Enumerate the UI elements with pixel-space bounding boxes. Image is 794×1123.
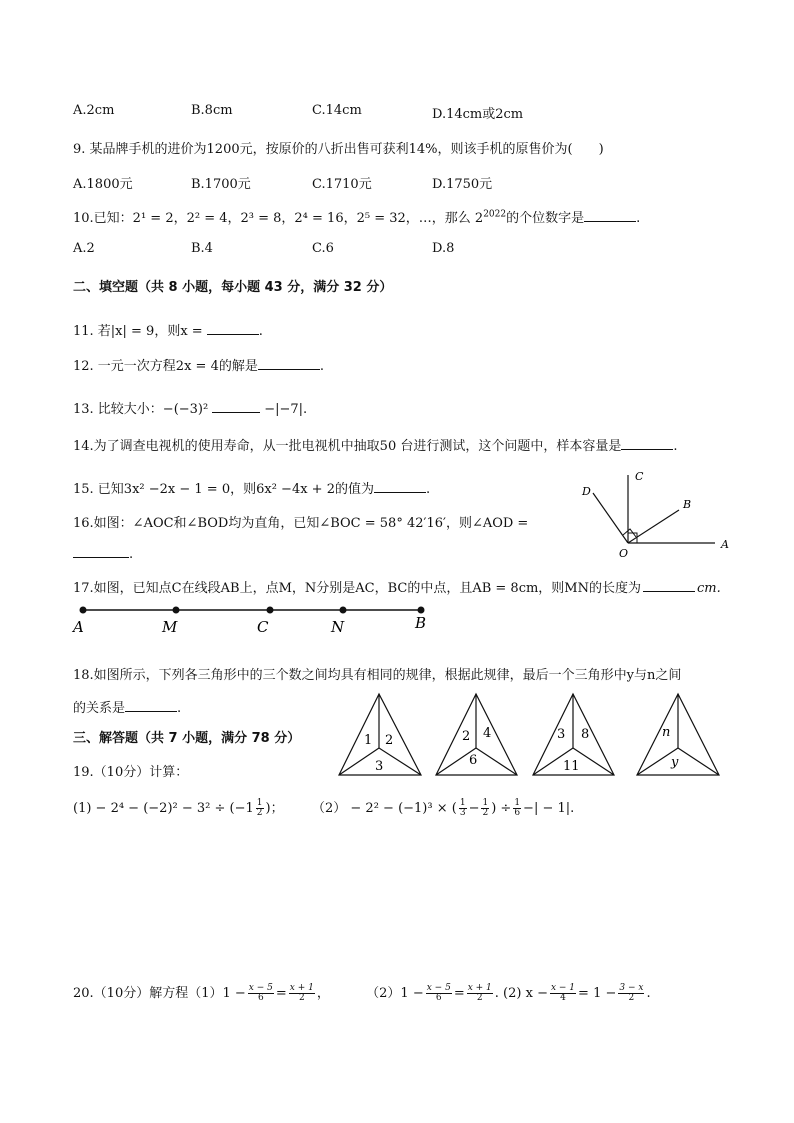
label-b: B (683, 498, 692, 511)
q19-p2-f3-den: 6 (514, 808, 521, 818)
q20-frac6 (618, 984, 644, 1003)
q19-part1-text: (1) − 2⁴ − (−2)² − 3² ÷ (−1 (73, 801, 254, 816)
t2-right: 4 (483, 726, 492, 741)
q19-head: 19.（10分）计算： (73, 765, 189, 780)
q15-blank[interactable] (374, 480, 426, 493)
q20-frac1 (248, 984, 274, 1003)
q8-option-a: A.2cm (73, 103, 115, 118)
q20-f6-num: 3 − x (619, 983, 644, 993)
q10-exponent: 2022 (483, 209, 507, 220)
t3-right: 8 (581, 727, 590, 742)
point-m (173, 607, 180, 614)
q20-f2-num: x + 1 (289, 983, 314, 993)
point-n (340, 607, 347, 614)
q8-option-d: D.14cm或2cm (432, 107, 524, 122)
q10-option-c: C.6 (312, 241, 334, 256)
q19-p2-f1-num: 1 (459, 798, 466, 808)
angle-figure (575, 465, 745, 560)
t4-bottom: y (671, 755, 679, 770)
q11: 11. 若|x| = 9，则x = . (73, 324, 263, 339)
q9-option-b: B.1700元 (191, 177, 251, 192)
q14-blank[interactable] (621, 437, 673, 450)
t4-left: n (662, 725, 671, 740)
q20-f4-den: 2 (476, 993, 483, 1003)
q19-part1-frac (256, 799, 264, 818)
q19-p1-den: 2 (256, 808, 263, 818)
q20-eq1: = (275, 986, 287, 1001)
q17 (73, 577, 721, 596)
q13-blank[interactable] (212, 400, 260, 413)
section3-title: 三、解答题（共 7 小题，满分 78 分） (73, 731, 301, 746)
q15-text: 15. 已知3x² −2x − 1 = 0，则6x² −4x + 2的值为 (73, 482, 374, 497)
q12: 12. 一元一次方程2x = 4的解是 . (73, 359, 324, 374)
q18-blank[interactable] (125, 699, 177, 712)
q20-head: 20.（10分）解方程（1）1 − (73, 986, 246, 1001)
triangles-figure (335, 690, 725, 780)
q20-f3-num: x − 5 (426, 983, 451, 993)
q20-f3-den: 6 (435, 993, 442, 1003)
triangle-4 (637, 694, 719, 775)
q10-prefix: 10.已知：2 (73, 211, 141, 226)
q10-mid: ，那么 2 (431, 211, 484, 226)
q11-text: 11. 若|x| = 9，则x = (73, 324, 203, 339)
q10-option-d: D.8 (432, 241, 455, 256)
q9-text: 9. 某品牌手机的进价为1200元，按原价的八折出售可获利14%，则该手机的原售价为( ) (73, 142, 604, 157)
q20-frac4 (467, 984, 493, 1003)
q20-p2: （2）1 − (366, 986, 424, 1001)
ray-ob (628, 510, 679, 543)
q20-end: . (646, 986, 651, 1001)
q19-p2-f2-den: 2 (482, 808, 489, 818)
q20-frac5 (550, 984, 576, 1003)
q18-line1: 18.如图所示，下列各三角形中的三个数之间均具有相同的规律，根据此规律，最后一个三角形中y与n之间 (73, 668, 682, 683)
q9-option-a: A.1800元 (73, 177, 133, 192)
q19-part2 (312, 797, 574, 818)
q19-part2-text: （2） − 2² − (−1)³ × ( (312, 801, 457, 816)
q12-text: 12. 一元一次方程2x = 4的解是 (73, 359, 258, 374)
q10-sequence: ¹ = 2，2² = 4，2³ = 8，2⁴ = 16，2⁵ = 32，… (140, 211, 432, 226)
q18-line2: 的关系是 . (73, 701, 182, 716)
q16-blank[interactable] (73, 545, 129, 558)
q19-p2-frac1 (459, 799, 467, 818)
q20-frac2 (289, 984, 315, 1003)
q19-p2-minus: − (468, 801, 480, 816)
q13 (73, 398, 307, 417)
triangle-2 (436, 694, 517, 775)
triangle-1 (339, 694, 421, 775)
q14: 14.为了调查电视机的使用寿命，从一批电视机中抽取50 台进行测试，这个问题中，样本容量是 . (73, 439, 678, 454)
t1-right: 2 (385, 733, 394, 748)
t2-left: 2 (462, 729, 471, 744)
seg-label-b: B (415, 614, 427, 632)
q19-p2-f1-den: 3 (459, 808, 466, 818)
label-o: O (619, 547, 629, 560)
q19-p2-frac2 (481, 799, 489, 818)
seg-label-a: A (73, 618, 84, 636)
triangle-3 (533, 694, 614, 775)
q13-text: 13. 比较大小：−(−3)² (73, 402, 209, 417)
q20-f1-num: x − 5 (248, 983, 273, 993)
q19-p2-frac3 (513, 799, 521, 818)
q16-blank-line: . (73, 545, 133, 562)
q19-p2-f2-num: 1 (482, 798, 489, 808)
t1-bottom: 3 (375, 759, 384, 774)
q20-f6-den: 2 (628, 993, 635, 1003)
q8-option-c: C.14cm (312, 103, 362, 118)
q17-blank[interactable] (643, 579, 695, 592)
q20-f2-den: 2 (298, 993, 305, 1003)
q20-f5-num: x − 1 (550, 983, 576, 993)
q20-f5-den: 4 (560, 993, 566, 1003)
q8-option-b: B.8cm (191, 103, 233, 118)
point-b (418, 607, 425, 614)
q20-p3: . (2) x − (494, 986, 548, 1001)
q10-option-a: A.2 (73, 241, 95, 256)
q19-p2-mid: ) ÷ (491, 801, 512, 816)
seg-label-m: M (162, 618, 178, 636)
t3-bottom: 11 (563, 759, 580, 774)
q10-end: 的个位数字是 (506, 211, 585, 226)
q20-sep1: ， (316, 986, 330, 1001)
q19-p2-end: −| − 1|. (523, 801, 575, 816)
q13-tail: −|−7|. (264, 402, 308, 417)
q10-blank[interactable] (584, 209, 636, 222)
segment-figure (68, 600, 438, 636)
ray-od (593, 493, 628, 543)
q20-frac3 (426, 984, 452, 1003)
q19-p2-f3-num: 1 (514, 798, 521, 808)
q10-text: 10.已知：2¹ = 2，2² = 4，2³ = 8，2⁴ = 16，2⁵ = 32，…，那么 $2^{2022}$的个位数字是 . (73, 209, 641, 226)
q14-text: 14.为了调查电视机的使用寿命，从一批电视机中抽取50 台进行测试，这个问题中，样本容量是 (73, 439, 622, 454)
seg-label-c: C (257, 618, 269, 636)
label-d: D (582, 485, 591, 498)
q17-text: 17.如图，已知点C在线段AB上，点M，N分别是AC，BC的中点，且AB = 8cm，则MN的长度为 (73, 581, 641, 596)
q19-part1-end: )； (265, 801, 284, 816)
q10-option-b: B.4 (191, 241, 213, 256)
q17-unit: cm. (697, 581, 721, 596)
section2-title: 二、填空题（共 8 小题，每小题 43 分，满分 32 分） (73, 280, 393, 295)
q18-line2-text: 的关系是 (73, 701, 126, 716)
t3-left: 3 (557, 727, 566, 742)
label-a: A (721, 538, 729, 551)
q19-p1-num: 1 (256, 798, 263, 808)
q20-f1-den: 6 (257, 993, 264, 1003)
point-c (267, 607, 274, 614)
point-a (80, 607, 87, 614)
q12-blank[interactable] (258, 357, 320, 370)
q11-blank[interactable] (207, 322, 259, 335)
q9-option-d: D.1750元 (432, 177, 493, 192)
q20-eq3: = 1 − (578, 986, 617, 1001)
q19-part1 (73, 797, 284, 818)
q20 (73, 982, 651, 1003)
q20-eq2: = (453, 986, 465, 1001)
label-c: C (635, 470, 644, 483)
q16-text: 16.如图：∠AOC和∠BOD均为直角，已知∠BOC = 58° 42′16′，则∠AOD = (73, 516, 529, 531)
seg-label-n: N (331, 618, 345, 636)
t1-left: 1 (364, 733, 373, 748)
q20-f4-num: x + 1 (467, 983, 492, 993)
q9-option-c: C.1710元 (312, 177, 372, 192)
t2-bottom: 6 (469, 753, 478, 768)
q15: 15. 已知3x² −2x − 1 = 0，则6x² −4x + 2的值为 . (73, 482, 431, 497)
